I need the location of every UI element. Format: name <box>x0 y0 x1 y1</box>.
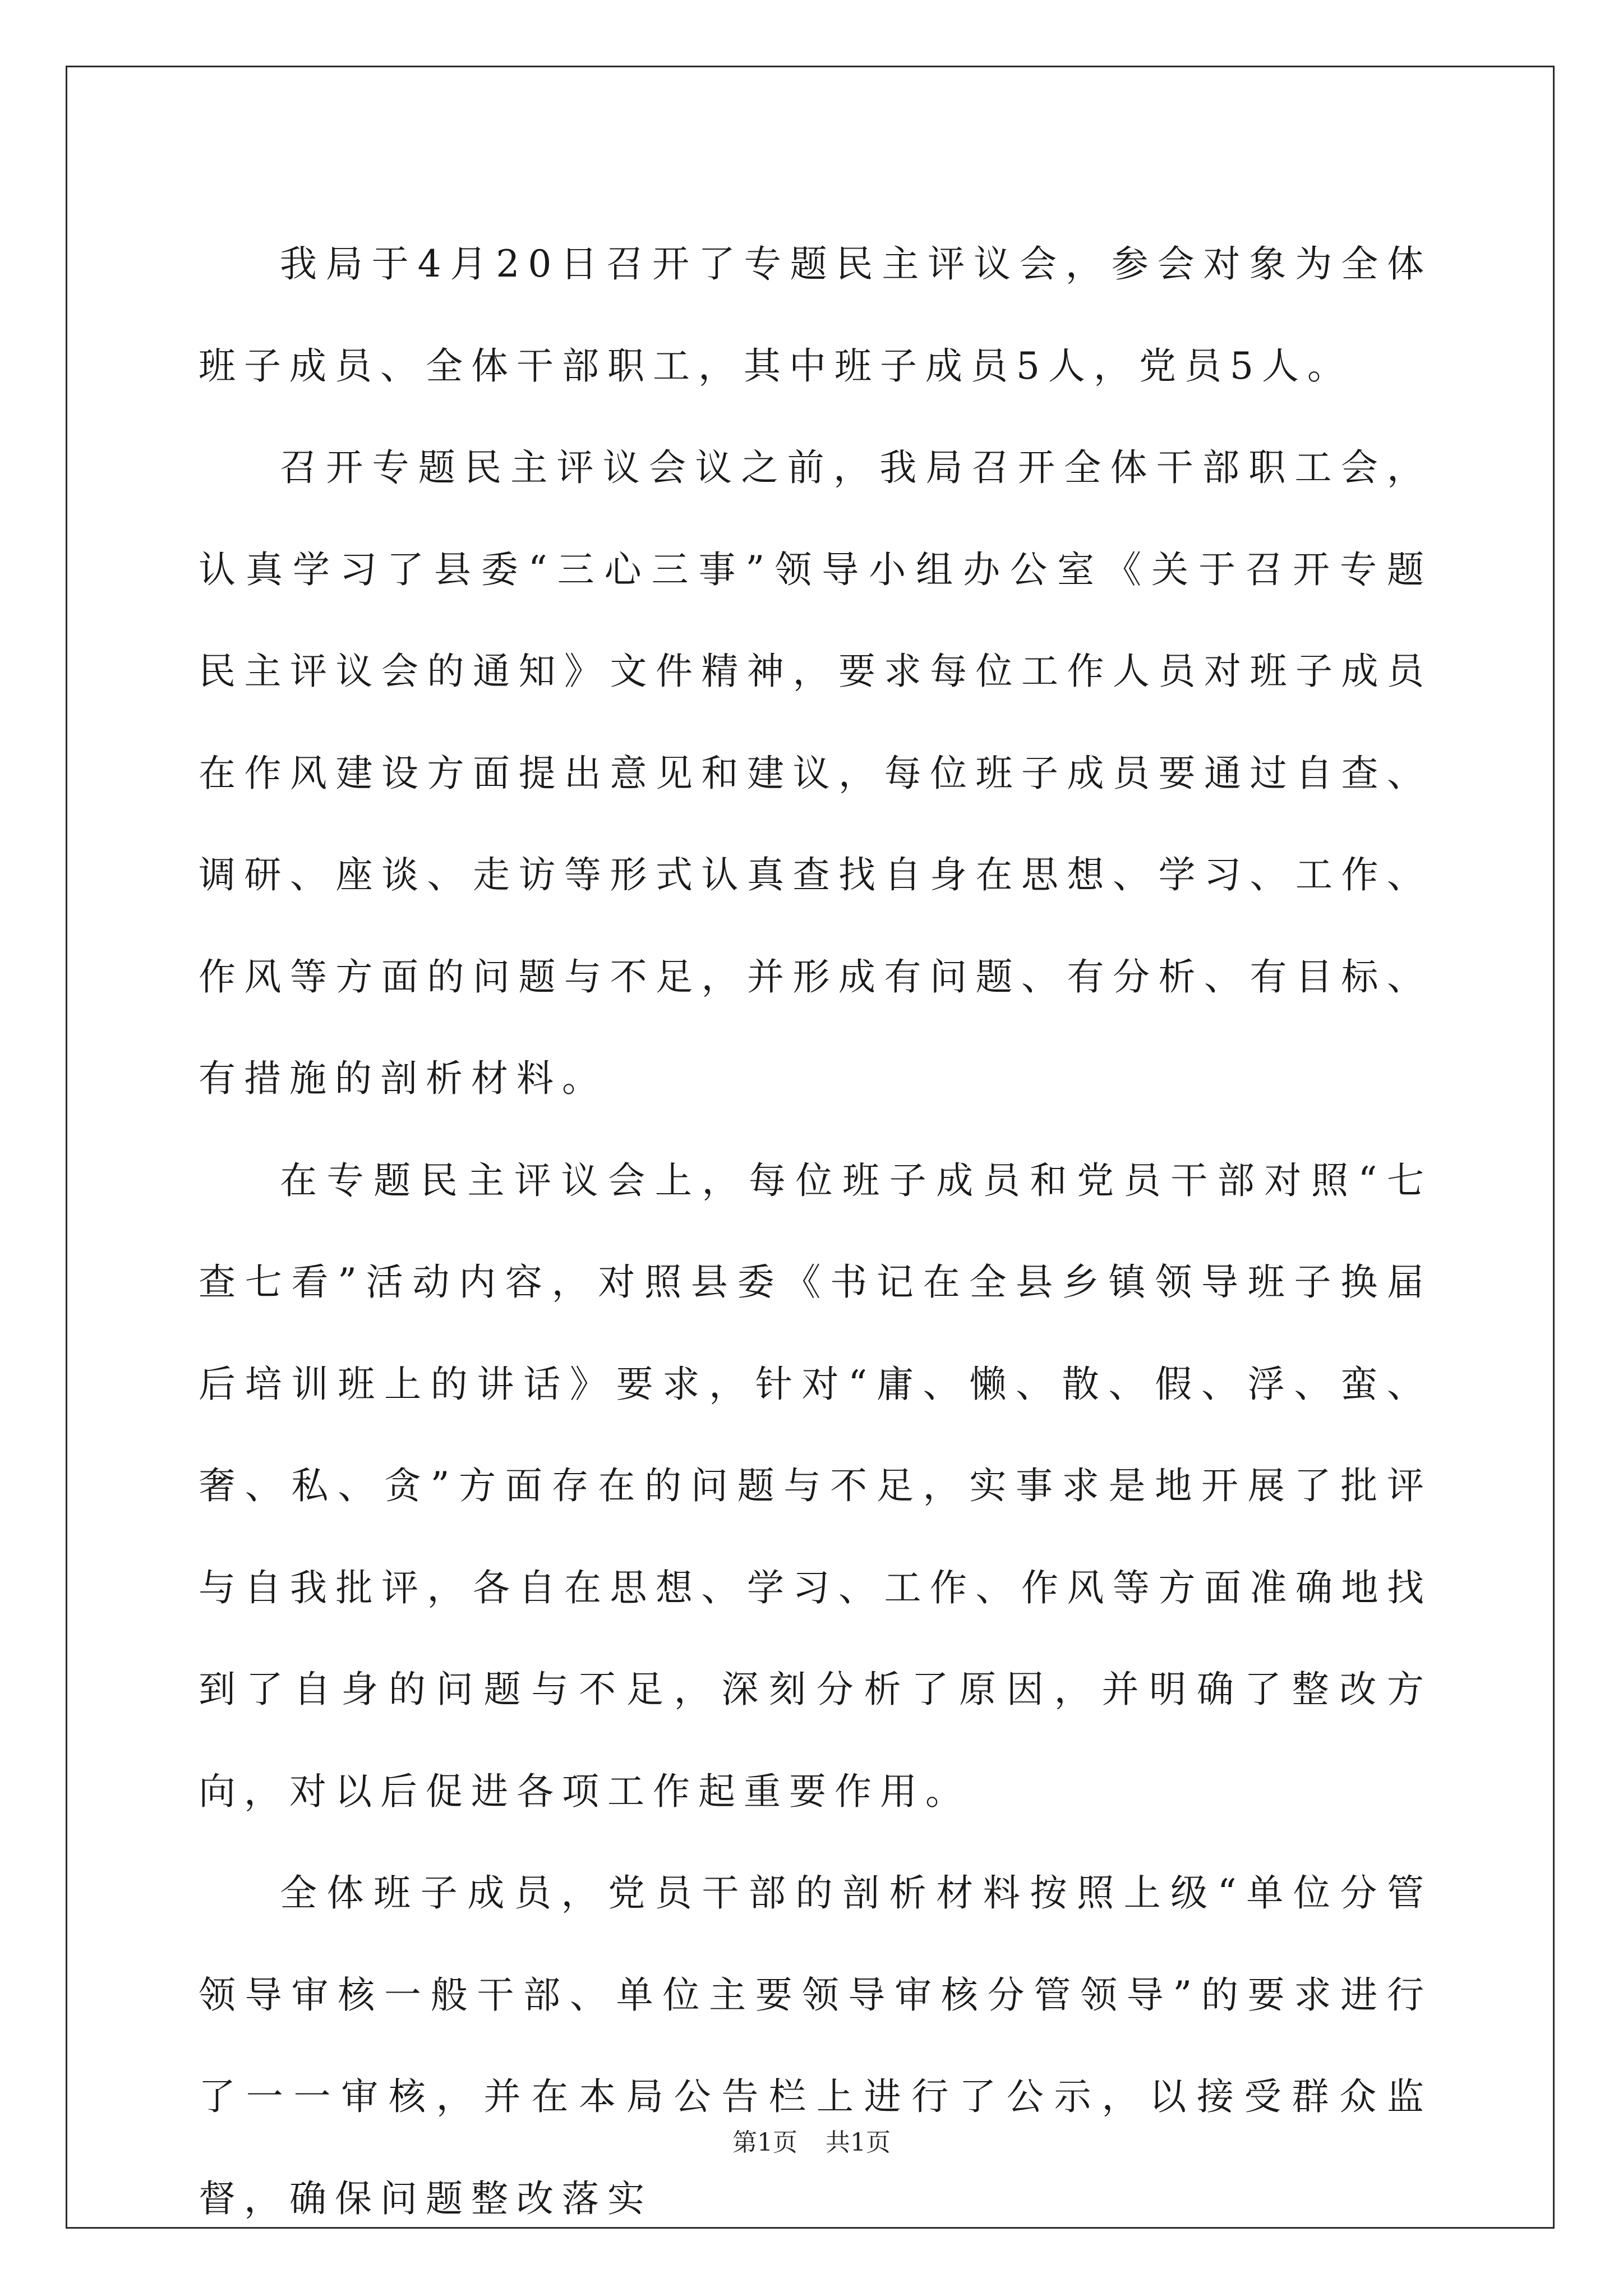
paragraph-3: 在专题民主评议会上，每位班子成员和党员干部对照“七查七看”活动内容，对照县委《书记在全县乡镇领导班子换届后培训班上的讲话》要求，针对“庸、懒、散、假、浮、蛮、奢、私、贪”方面存在的问题与不足，实事求是地开展了批评与自我批评，各自在思想、学习、工作、作风等方面准确地找到了自身的问题与不足，深刻分析了原因，并明确了整改方向，对以后促进各项工作起重要作用。 <box>199 1158 1432 1813</box>
page-footer <box>0 2126 1623 2160</box>
page-number: 第1页 <box>732 2128 797 2157</box>
paragraph-4: 全体班子成员，党员干部的剖析材料按照上级“单位分管领导审核一般干部、单位主要领导审核分管领导”的要求进行了一一审核，并在本局公告栏上进行了公示，以接受群众监督，确保问题整改落实 <box>199 1871 1432 2220</box>
page-total: 共1页 <box>826 2128 891 2157</box>
paragraph-1: 我局于4月20日召开了专题民主评议会，参会对象为全体班子成员、全体干部职工，其中班子成员5人，党员5人。 <box>199 242 1432 388</box>
paragraph-2: 召开专题民主评议会议之前，我局召开全体干部职工会，认真学习了县委“三心三事”领导小组办公室《关于召开专题民主评议会的通知》文件精神，要求每位工作人员对班子成员在作风建设方面提出意见和建议，每位班子成员要通过自查、调研、座谈、走访等形式认真查找自身在思想、学习、工作、作风等方面的问题与不足，并形成有问题、有分析、有目标、有措施的剖析材料。 <box>199 446 1432 1100</box>
document-body <box>199 213 1432 2249</box>
